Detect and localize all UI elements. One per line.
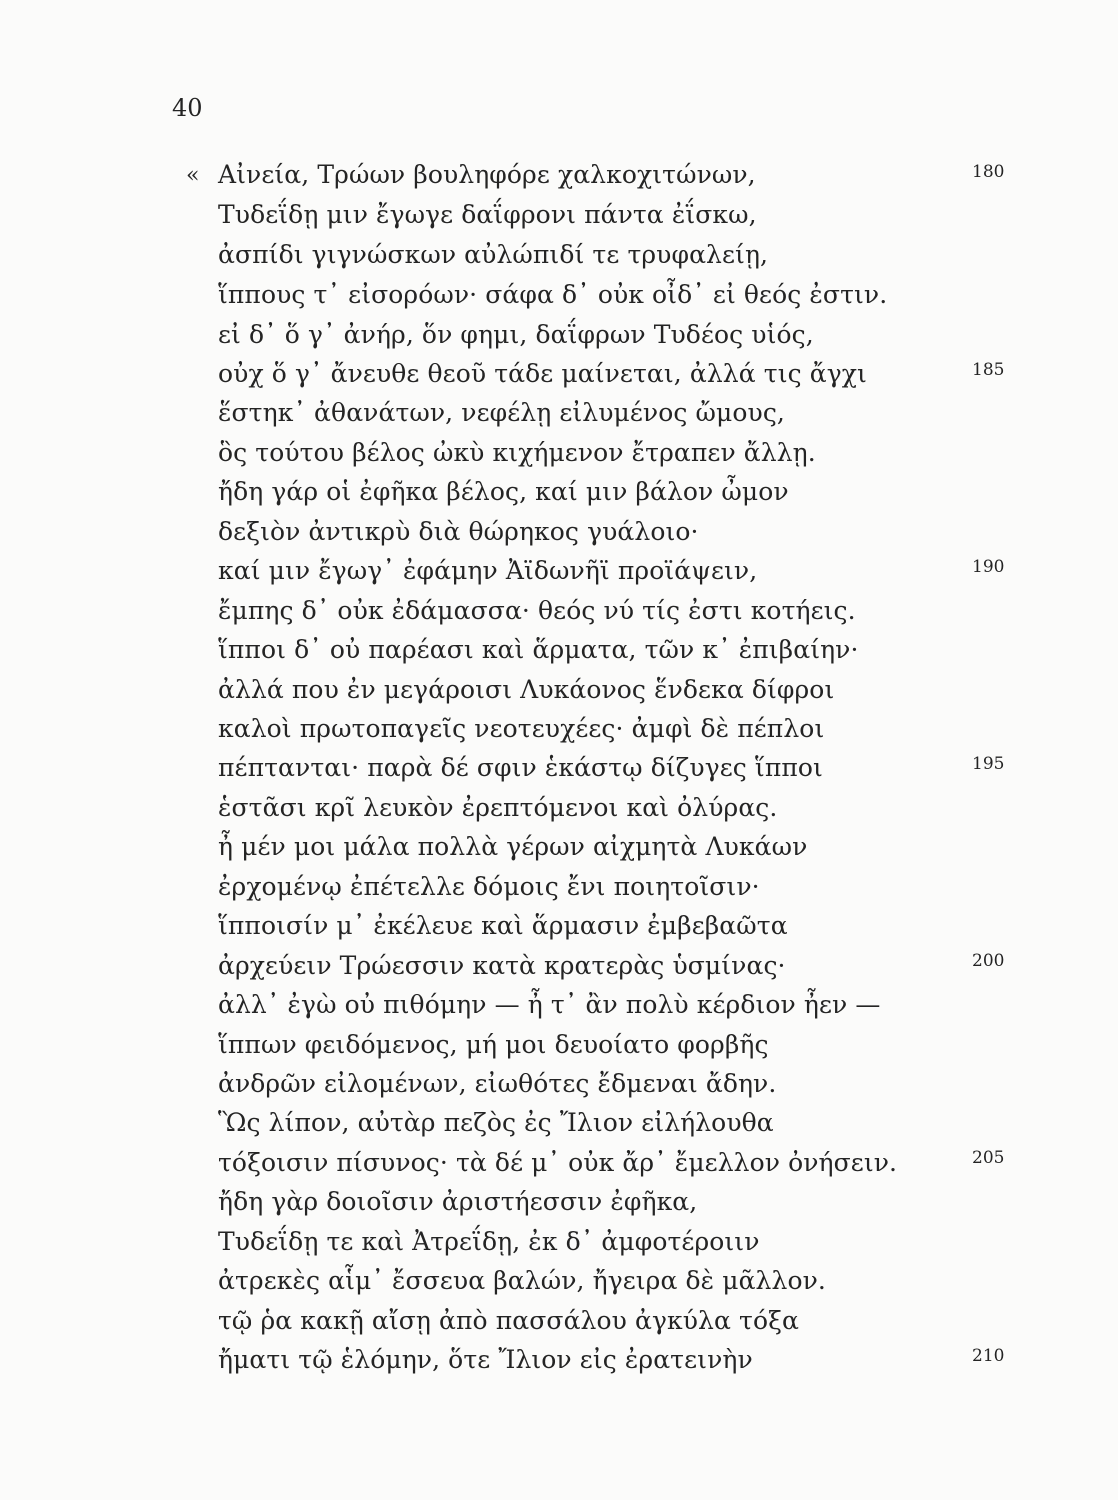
verse-line: ἀνδρῶν εἰλομένων, εἰωθότες ἔδμεναι ἄδην. bbox=[218, 1069, 777, 1098]
verse-line: ἀλλά που ἐν μεγάροισι Λυκάονος ἕνδεκα δίφροι bbox=[218, 675, 835, 704]
verse-line: δεξιὸν ἀντικρὺ διὰ θώρηκος γυάλοιο· bbox=[218, 517, 699, 546]
line-number: 190 bbox=[972, 557, 1005, 577]
verse-line: ἕστηκ᾽ ἀθανάτων, νεφέλῃ εἰλυμένος ὤμους, bbox=[218, 398, 785, 427]
verse-line: ἵππων φειδόμενος, μή μοι δευοίατο φορβῆς bbox=[218, 1030, 769, 1059]
verse-line: τόξοισιν πίσυνος· τὰ δέ μ᾽ οὐκ ἄρ᾽ ἔμελλον ὀνήσειν. bbox=[218, 1148, 898, 1177]
verse-line: καί μιν ἔγωγ᾽ ἐφάμην Ἀϊδωνῆϊ προϊάψειν, bbox=[218, 556, 758, 585]
verse-line: ἤματι τῷ ἑλόμην, ὅτε Ἴλιον εἰς ἐρατεινὴν bbox=[218, 1345, 753, 1374]
verse-line: ἤδη γάρ οἱ ἐφῆκα βέλος, καί μιν βάλον ὦμον bbox=[218, 477, 789, 506]
verse-line: ἀλλ᾽ ἐγὼ οὐ πιθόμην — ἦ τ᾽ ἂν πολὺ κέρδιον ἦεν — bbox=[218, 990, 881, 1019]
verse-line: τῷ ῥα κακῇ αἴσῃ ἀπὸ πασσάλου ἀγκύλα τόξα bbox=[218, 1306, 799, 1335]
verse-line: Αἰνεία, Τρώων βουληφόρε χαλκοχιτώνων, bbox=[218, 160, 756, 189]
opening-quote: « bbox=[186, 163, 200, 188]
verse-line: ἤδη γὰρ δοιοῖσιν ἀριστήεσσιν ἐφῆκα, bbox=[218, 1187, 698, 1216]
line-number: 205 bbox=[972, 1148, 1005, 1168]
verse-line: ἑστᾶσι κρῖ λευκὸν ἐρεπτόμενοι καὶ ὀλύρας. bbox=[218, 793, 778, 822]
verse-line: ἐρχομένῳ ἐπέτελλε δόμοις ἔνι ποιητοῖσιν· bbox=[218, 872, 760, 901]
verse-line: Τυδεΐδῃ μιν ἔγωγε δαΐφρονι πάντα ἐΐσκω, bbox=[218, 200, 757, 229]
verse-line: ἦ μέν μοι μάλα πολλὰ γέρων αἰχμητὰ Λυκάων bbox=[218, 832, 808, 861]
verse-line: Τυδεΐδῃ τε καὶ Ἀτρεΐδῃ, ἐκ δ᾽ ἀμφοτέροιιν bbox=[218, 1227, 760, 1256]
page-number: 40 bbox=[172, 94, 203, 122]
line-number: 210 bbox=[972, 1346, 1005, 1366]
verse-line: Ὣς λίπον, αὐτὰρ πεζὸς ἐς Ἴλιον εἰλήλουθα bbox=[218, 1108, 774, 1137]
line-number: 185 bbox=[972, 360, 1005, 380]
verse-line: ἵπποισίν μ᾽ ἐκέλευε καὶ ἅρμασιν ἐμβεβαῶτα bbox=[218, 911, 788, 940]
verse-line: ἔμπης δ᾽ οὐκ ἐδάμασσα· θεός νύ τίς ἐστι κοτήεις. bbox=[218, 596, 856, 625]
verse-line: ὃς τούτου βέλος ὠκὺ κιχήμενον ἔτραπεν ἄλλῃ. bbox=[218, 438, 816, 467]
verse-line: πέπτανται· παρὰ δέ σφιν ἑκάστῳ δίζυγες ἵπποι bbox=[218, 753, 823, 782]
verse-line: ἀτρεκὲς αἷμ᾽ ἔσσευα βαλών, ἤγειρα δὲ μᾶλλον. bbox=[218, 1266, 826, 1295]
line-number: 200 bbox=[972, 951, 1005, 971]
verse-line: καλοὶ πρωτοπαγεῖς νεοτευχέες· ἀμφὶ δὲ πέπλοι bbox=[218, 714, 825, 743]
line-number: 180 bbox=[972, 162, 1005, 182]
line-number: 195 bbox=[972, 754, 1005, 774]
verse-line: ἵπποι δ᾽ οὐ παρέασι καὶ ἅρματα, τῶν κ᾽ ἐπιβαίην· bbox=[218, 635, 859, 664]
verse-line: ἀσπίδι γιγνώσκων αὐλώπιδί τε τρυφαλείῃ, bbox=[218, 240, 769, 269]
verse-line: εἰ δ᾽ ὅ γ᾽ ἀνήρ, ὅν φημι, δαΐφρων Τυδέος υἱός, bbox=[218, 320, 814, 349]
verse-line: ἵππους τ᾽ εἰσορόων· σάφα δ᾽ οὐκ οἶδ᾽ εἰ θεός ἐστιν. bbox=[218, 280, 888, 309]
verse-line: ἀρχεύειν Τρώεσσιν κατὰ κρατερὰς ὑσμίνας· bbox=[218, 951, 786, 980]
verse-line: οὐχ ὅ γ᾽ ἄνευθε θεοῦ τάδε μαίνεται, ἀλλά τις ἄγχι bbox=[218, 359, 867, 388]
